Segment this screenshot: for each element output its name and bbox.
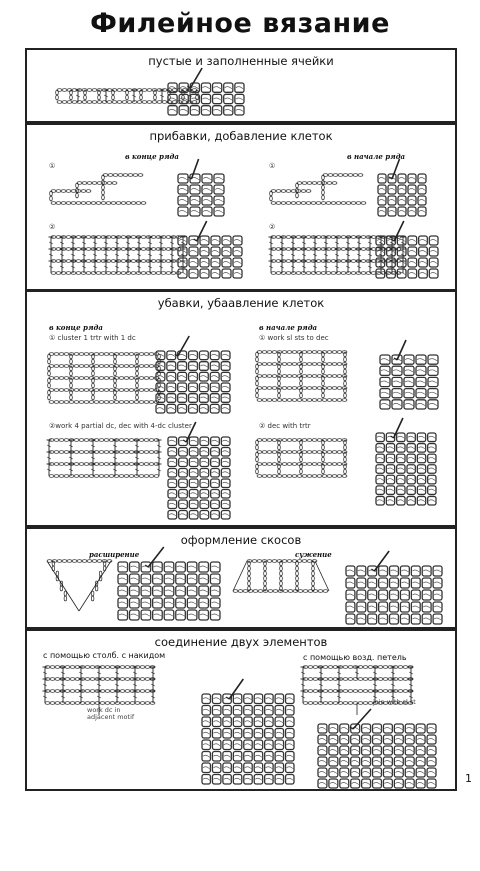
section-decreases	[25, 290, 457, 527]
label-start-of-row: в начале ряда	[347, 152, 406, 161]
step-2-instruction: ②work 4 partial dc, dec with 4-dc cluster	[49, 422, 192, 430]
decrease-start-illustration-2	[27, 292, 459, 532]
label-widening: расширение	[89, 550, 140, 559]
section-joining	[25, 629, 457, 791]
section-empty-filled-cells	[25, 48, 457, 123]
section-title: убавки, убаавление клеток	[157, 296, 325, 310]
step-1: ①	[269, 162, 276, 170]
step-1-instruction: ① work sl sts to dec	[259, 334, 329, 342]
section-slopes	[25, 527, 457, 629]
page-title: Филейное вязание	[90, 8, 390, 39]
label-end-of-row: в конце ряда	[49, 323, 103, 332]
method-chain-loops: с помощью возд. петель	[303, 653, 407, 662]
note-line: work dc in	[87, 706, 121, 714]
step-2-instruction: ② dec with trtr	[259, 422, 311, 430]
step-1-instruction: ① cluster 1 trtr with 1 dc	[49, 334, 136, 342]
step-2: ②	[49, 223, 56, 231]
note-line: adjacent motif	[87, 713, 135, 721]
page-number: 1	[465, 772, 472, 785]
label-start-of-row: в начале ряда	[259, 323, 318, 332]
section-increases	[25, 123, 457, 291]
join-chain-illustration	[27, 631, 459, 871]
section-title: пустые и заполненные ячейки	[148, 54, 334, 68]
section-title: соединение двух элементов	[154, 635, 328, 649]
section-title: прибавки, добавление клеток	[149, 129, 333, 143]
note-join: join with sl st	[373, 698, 416, 706]
step-1: ①	[49, 162, 56, 170]
section-title: оформление скосов	[180, 533, 302, 547]
label-end-of-row: в конце ряда	[125, 152, 179, 161]
method-double-crochet: с помощью столб. с накидом	[43, 651, 166, 660]
step-2: ②	[269, 223, 276, 231]
label-narrowing: сужение	[295, 550, 332, 559]
